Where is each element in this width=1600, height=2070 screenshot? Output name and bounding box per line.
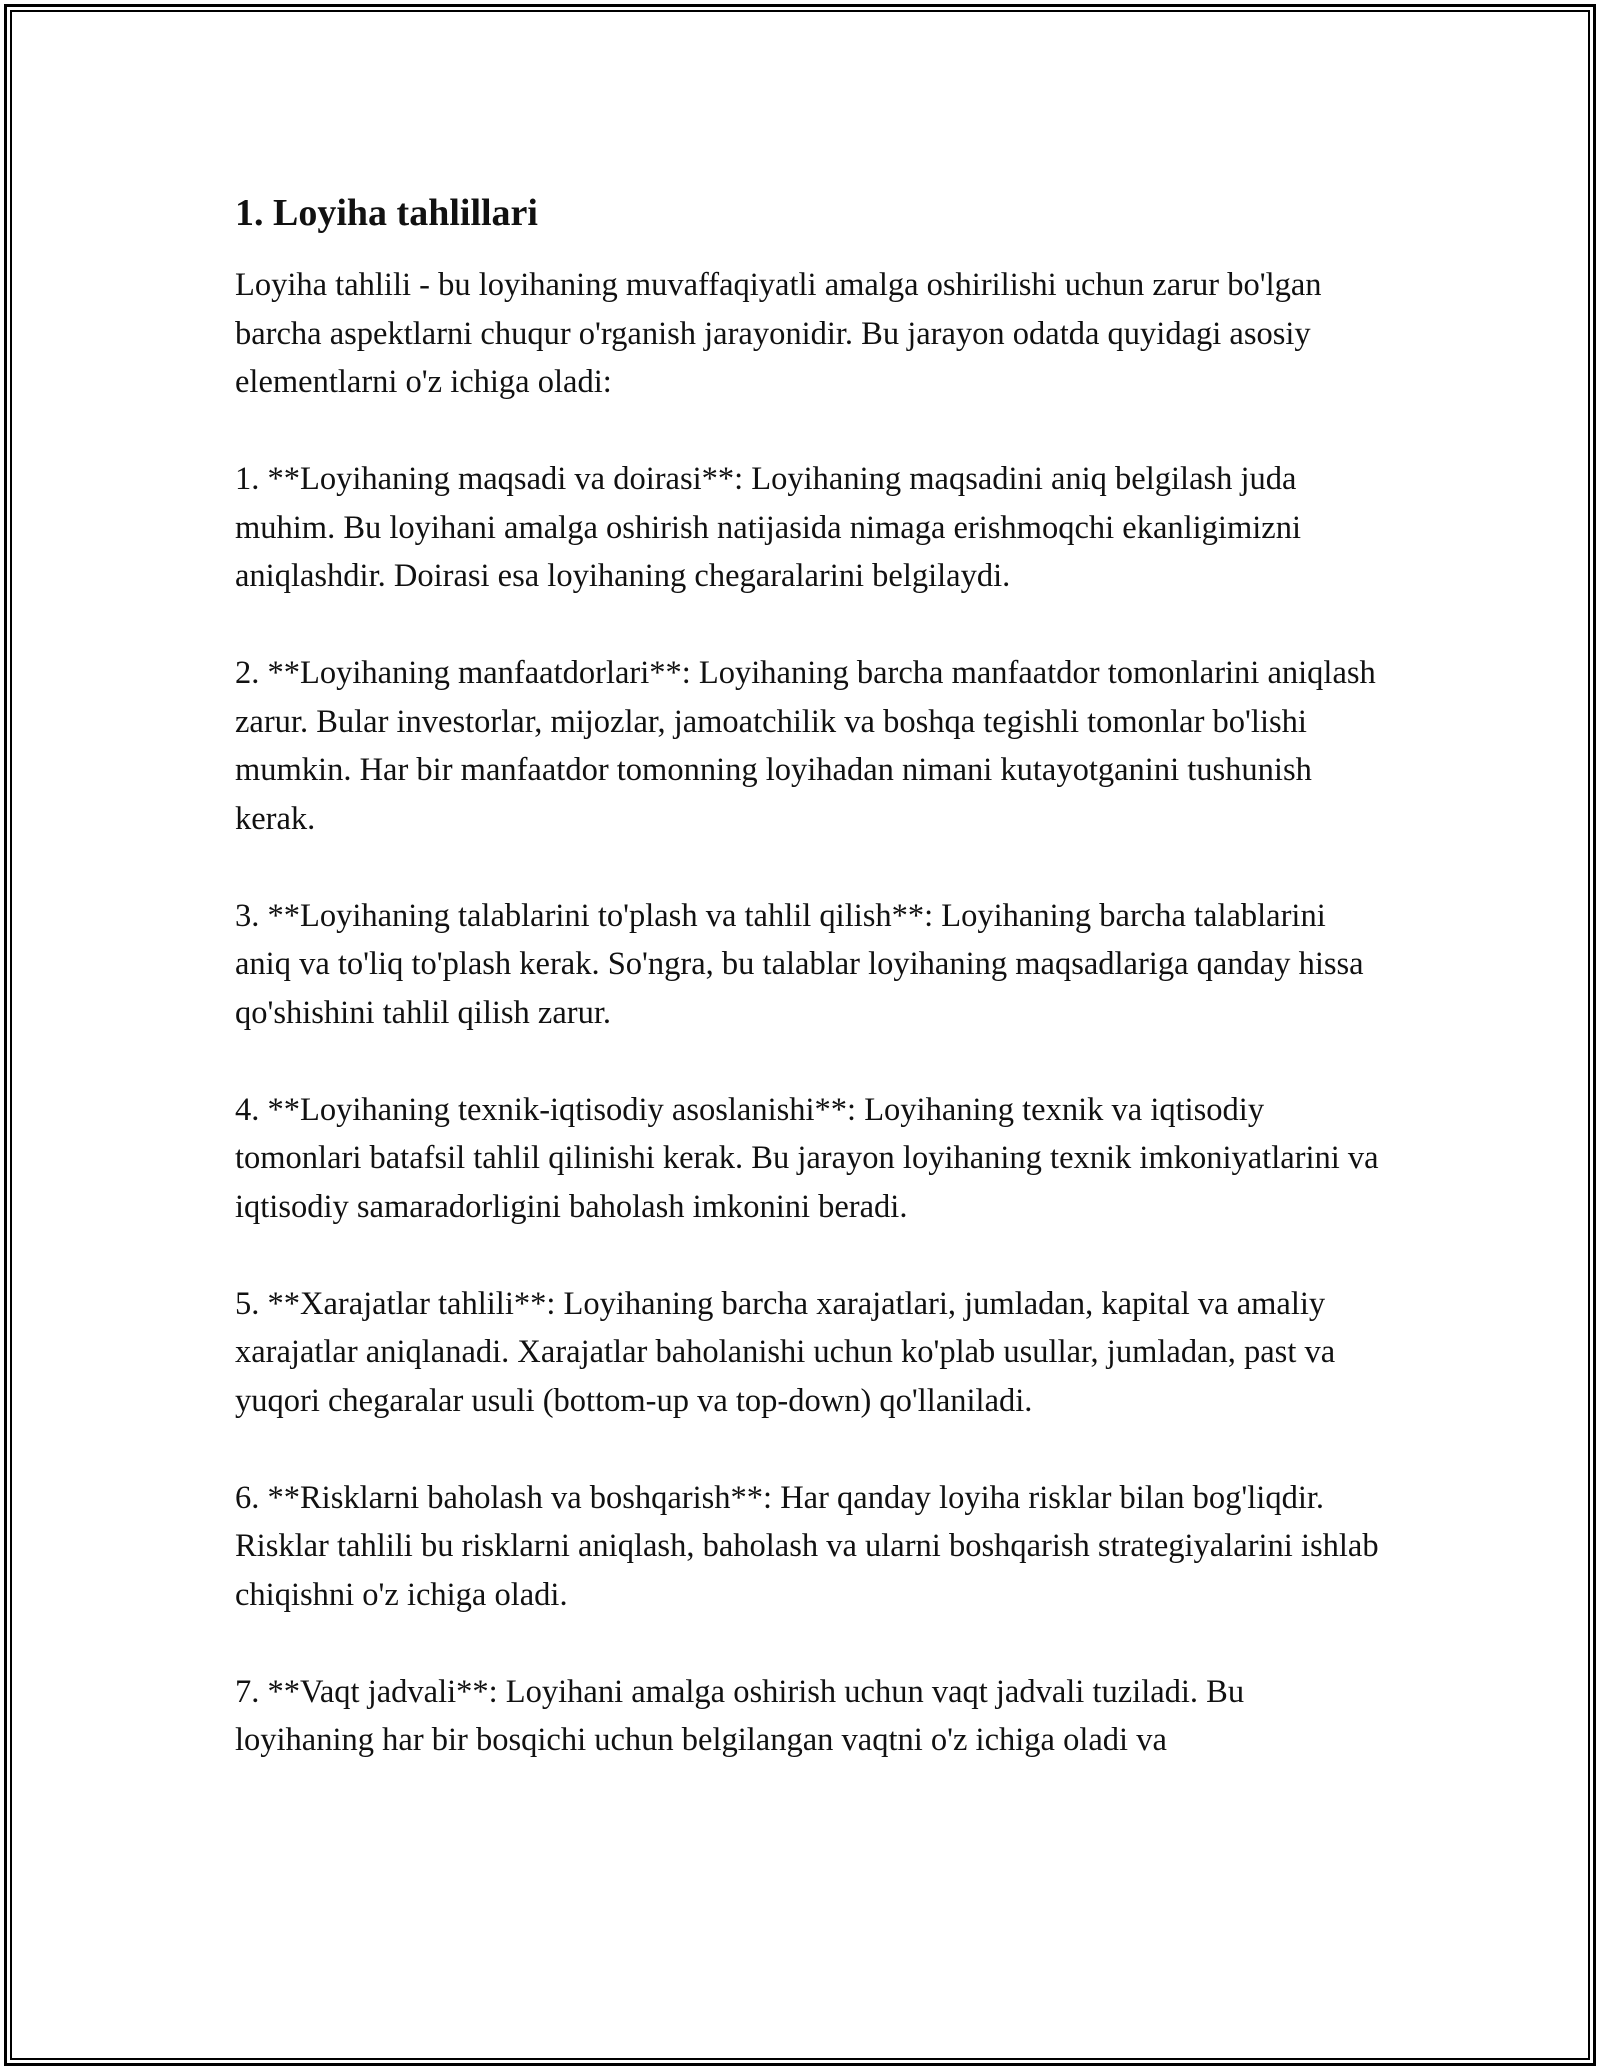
list-item-1: 1. **Loyihaning maqsadi va doirasi**: Loyihaning maqsadini aniq belgilash juda muhim. Bu loyihani amalga oshirish natijasida nimaga erishmoqchi ekanligimizni aniqlashdir. Doirasi esa loyihaning chegaralarini belgilaydi. (235, 461, 1301, 594)
list-item-2: 2. **Loyihaning manfaatdorlari**: Loyihaning barcha manfaatdor tomonlarini aniqlash zarur. Bular investorlar, mijozlar, jamoatchilik va boshqa tegishli tomonlar bo'lishi mumkin. Har bir manfaatdor tomonning loyihadan nimani kutayotganini tushunish kerak. (235, 655, 1376, 837)
intro-paragraph: Loyiha tahlili - bu loyihaning muvaffaqiyatli amalga oshirilishi uchun zarur bo'lgan barcha aspektlarni chuqur o'rganish jarayonidir. Bu jarayon odatda quyidagi asosiy elementlarni o'z ichiga oladi: (235, 267, 1322, 400)
list-item-6: 6. **Risklarni baholash va boshqarish**: Har qanday loyiha risklar bilan bog'liqdir. Risklar tahlili bu risklarni aniqlash, baholash va ularni boshqarish strategiyalarini ishlab chiqishni o'z ichiga oladi. (235, 1479, 1379, 1613)
document-body (235, 185, 1385, 1765)
list-item-5: 5. **Xarajatlar tahlili**: Loyihaning barcha xarajatlari, jumladan, kapital va amaliy xarajatlar aniqlanadi. Xarajatlar baholanishi uchun ko'plab usullar, jumladan, past va yuqori chegaralar usuli (bottom-up va top-down) qo'llaniladi. (235, 1285, 1336, 1419)
list-item-3: 3. **Loyihaning talablarini to'plash va tahlil qilish**: Loyihaning barcha talablarini aniq va to'liq to'plash kerak. So'ngra, bu talablar loyihaning maqsadlariga qanday hissa qo'shishini tahlil qilish zarur. (235, 897, 1364, 1031)
list-item-7: 7. **Vaqt jadvali**: Loyihani amalga oshirish uchun vaqt jadvali tuziladi. Bu loyihaning har bir bosqichi uchun belgilangan vaqtni o'z ichiga oladi va (235, 1673, 1245, 1758)
document-title: 1. Loyiha tahlillari (235, 192, 538, 234)
list-item-4: 4. **Loyihaning texnik-iqtisodiy asoslanishi**: Loyihaning texnik va iqtisodiy tomonlari batafsil tahlil qilinishi kerak. Bu jarayon loyihaning texnik imkoniyatlarini va iqtisodiy samaradorligini baholash imkonini beradi. (235, 1091, 1379, 1225)
